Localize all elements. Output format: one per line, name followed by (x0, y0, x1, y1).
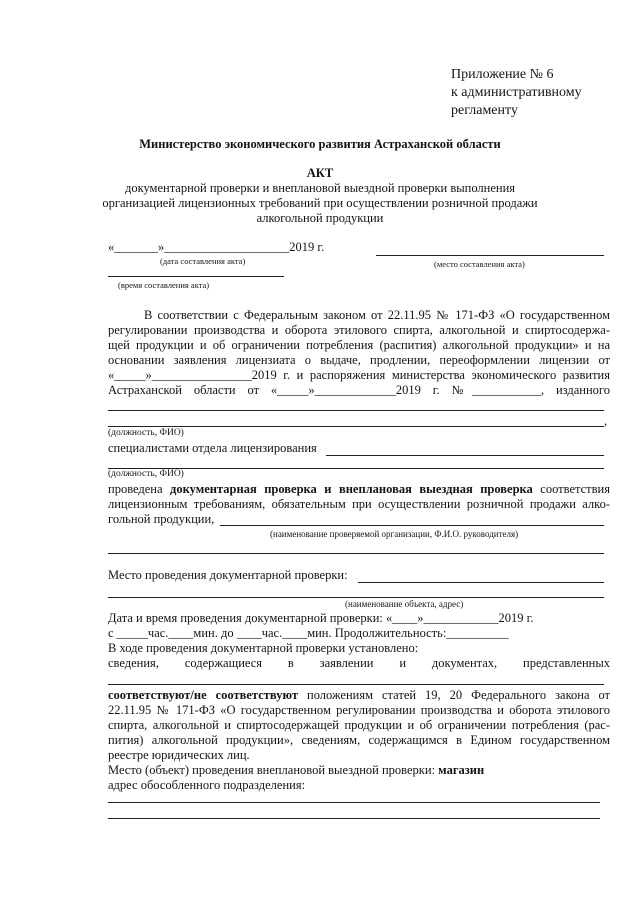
findings-line[interactable] (108, 684, 604, 685)
act-place-line[interactable] (376, 255, 604, 256)
onsite-address-line-1[interactable] (108, 802, 600, 803)
conducted-line-3: гольной продукции, (108, 512, 215, 526)
paragraph1-line-2: регулировании производства и оборота этилового спирта, алкогольной и спиртосодержа- (108, 323, 610, 337)
org-caption: (наименование проверяемой организации, Ф.И.О. руководителя) (270, 529, 519, 539)
paragraph1-line-5: «_____»________________2019 г. и распоряжения министерства экономического развития (108, 368, 610, 382)
conclusion-line-2: 22.11.95 № 171-ФЗ «О государственном регулировании производства и оборота этилового (108, 703, 610, 717)
act-date-field[interactable]: «_______»____________________2019 г. (108, 240, 325, 254)
onsite-line (108, 763, 484, 778)
issuer-line-2[interactable] (108, 426, 604, 427)
org-line[interactable] (220, 525, 604, 526)
paragraph1-line-4: основании заявления лицензиата о выдаче, продлении, переоформлении лицензии от (108, 353, 610, 367)
issuer-line-1[interactable] (108, 410, 604, 411)
conducted-line-1 (108, 482, 610, 497)
onsite-label: Место (объект) проведения внеплановой выездной проверки: (108, 763, 436, 777)
position-caption-1: (должность, ФИО) (108, 428, 184, 438)
onsite-address-label: адрес обособленного подразделения: (108, 778, 306, 792)
findings-intro: В ходе проведения документарной проверки установлено: (108, 641, 419, 655)
appendix-header (451, 66, 582, 120)
onsite-address-line-2[interactable] (108, 818, 600, 819)
doc-check-time: с _____час.____мин. до ____час.____мин. Продолжительность:__________ (108, 626, 509, 640)
appendix-line-2: к административному (451, 85, 582, 100)
findings-line-2: сведения, содержащиеся в заявлении и документах, представленных (108, 656, 610, 670)
issuer-comma: , (604, 414, 608, 428)
doc-check-place-line[interactable] (358, 582, 604, 583)
paragraph1-line-3: щей продукции и об ограничении потребления (распития) алкогольной продукции» и на (108, 338, 610, 352)
conclusion-line-1 (108, 688, 610, 703)
doc-check-place-caption: (наименование объекта, адрес) (345, 599, 464, 609)
conducted-line-2: лицензионным требованиям, обязательным при осуществлении розничной продажи алко- (108, 497, 610, 511)
doc-check-place-line-2[interactable] (108, 597, 604, 598)
conclusion-bold: соответствуют/не соответствуют (108, 688, 299, 702)
position-caption-2: (должность, ФИО) (108, 469, 184, 479)
doc-check-place-label: Место проведения документарной проверки: (108, 568, 348, 582)
conducted-suffix: соответствия (540, 482, 610, 496)
org-line-2[interactable] (108, 553, 604, 554)
onsite-value: магазин (438, 763, 485, 777)
conducted-prefix: проведена (108, 482, 163, 496)
conclusion-line-3: спирта, алкогольной и спиртосодержащей продукции и об ограничении потребления (рас- (108, 718, 610, 732)
conclusion-line-4: пития) алкогольной продукции», сведениям, содержащимся в Едином государственном (108, 733, 610, 747)
ministry-name: Министерство экономического развития Астраханской области (139, 137, 501, 151)
appendix-line-1: Приложение № 6 (451, 67, 554, 82)
specialists-label: специалистами отдела лицензирования (108, 441, 317, 455)
act-place-caption: (место составления акта) (434, 259, 525, 269)
act-subtitle: документарной проверки и внеплановой выездной проверки выполнения организацией лицензионных требований при осуществлении розничной продажи алкогольной продукции (102, 181, 538, 225)
conclusion-line-5: реестре юридических лиц. (108, 748, 250, 762)
act-time-line[interactable] (108, 276, 284, 277)
act-date-caption: (дата составления акта) (160, 256, 246, 266)
conducted-bold: документарная проверка и внеплановая выездная проверка (170, 482, 533, 496)
act-time-caption: (время составления акта) (118, 280, 210, 290)
appendix-line-3: регламенту (451, 103, 518, 118)
paragraph1-line-1: В соответствии с Федеральным законом от 22.11.95 № 171-ФЗ «О государственном (144, 308, 610, 322)
act-title: АКТ (306, 166, 334, 180)
doc-check-date: Дата и время проведения документарной проверки: «____»____________2019 г. (108, 611, 534, 625)
specialists-line[interactable] (326, 455, 604, 456)
paragraph1-line-6: Астраханской области от «_____»_____________2019 г. №___________, изданного (108, 383, 610, 397)
conclusion-rest: положениям статей 19, 20 Федерального закона от (307, 688, 611, 702)
